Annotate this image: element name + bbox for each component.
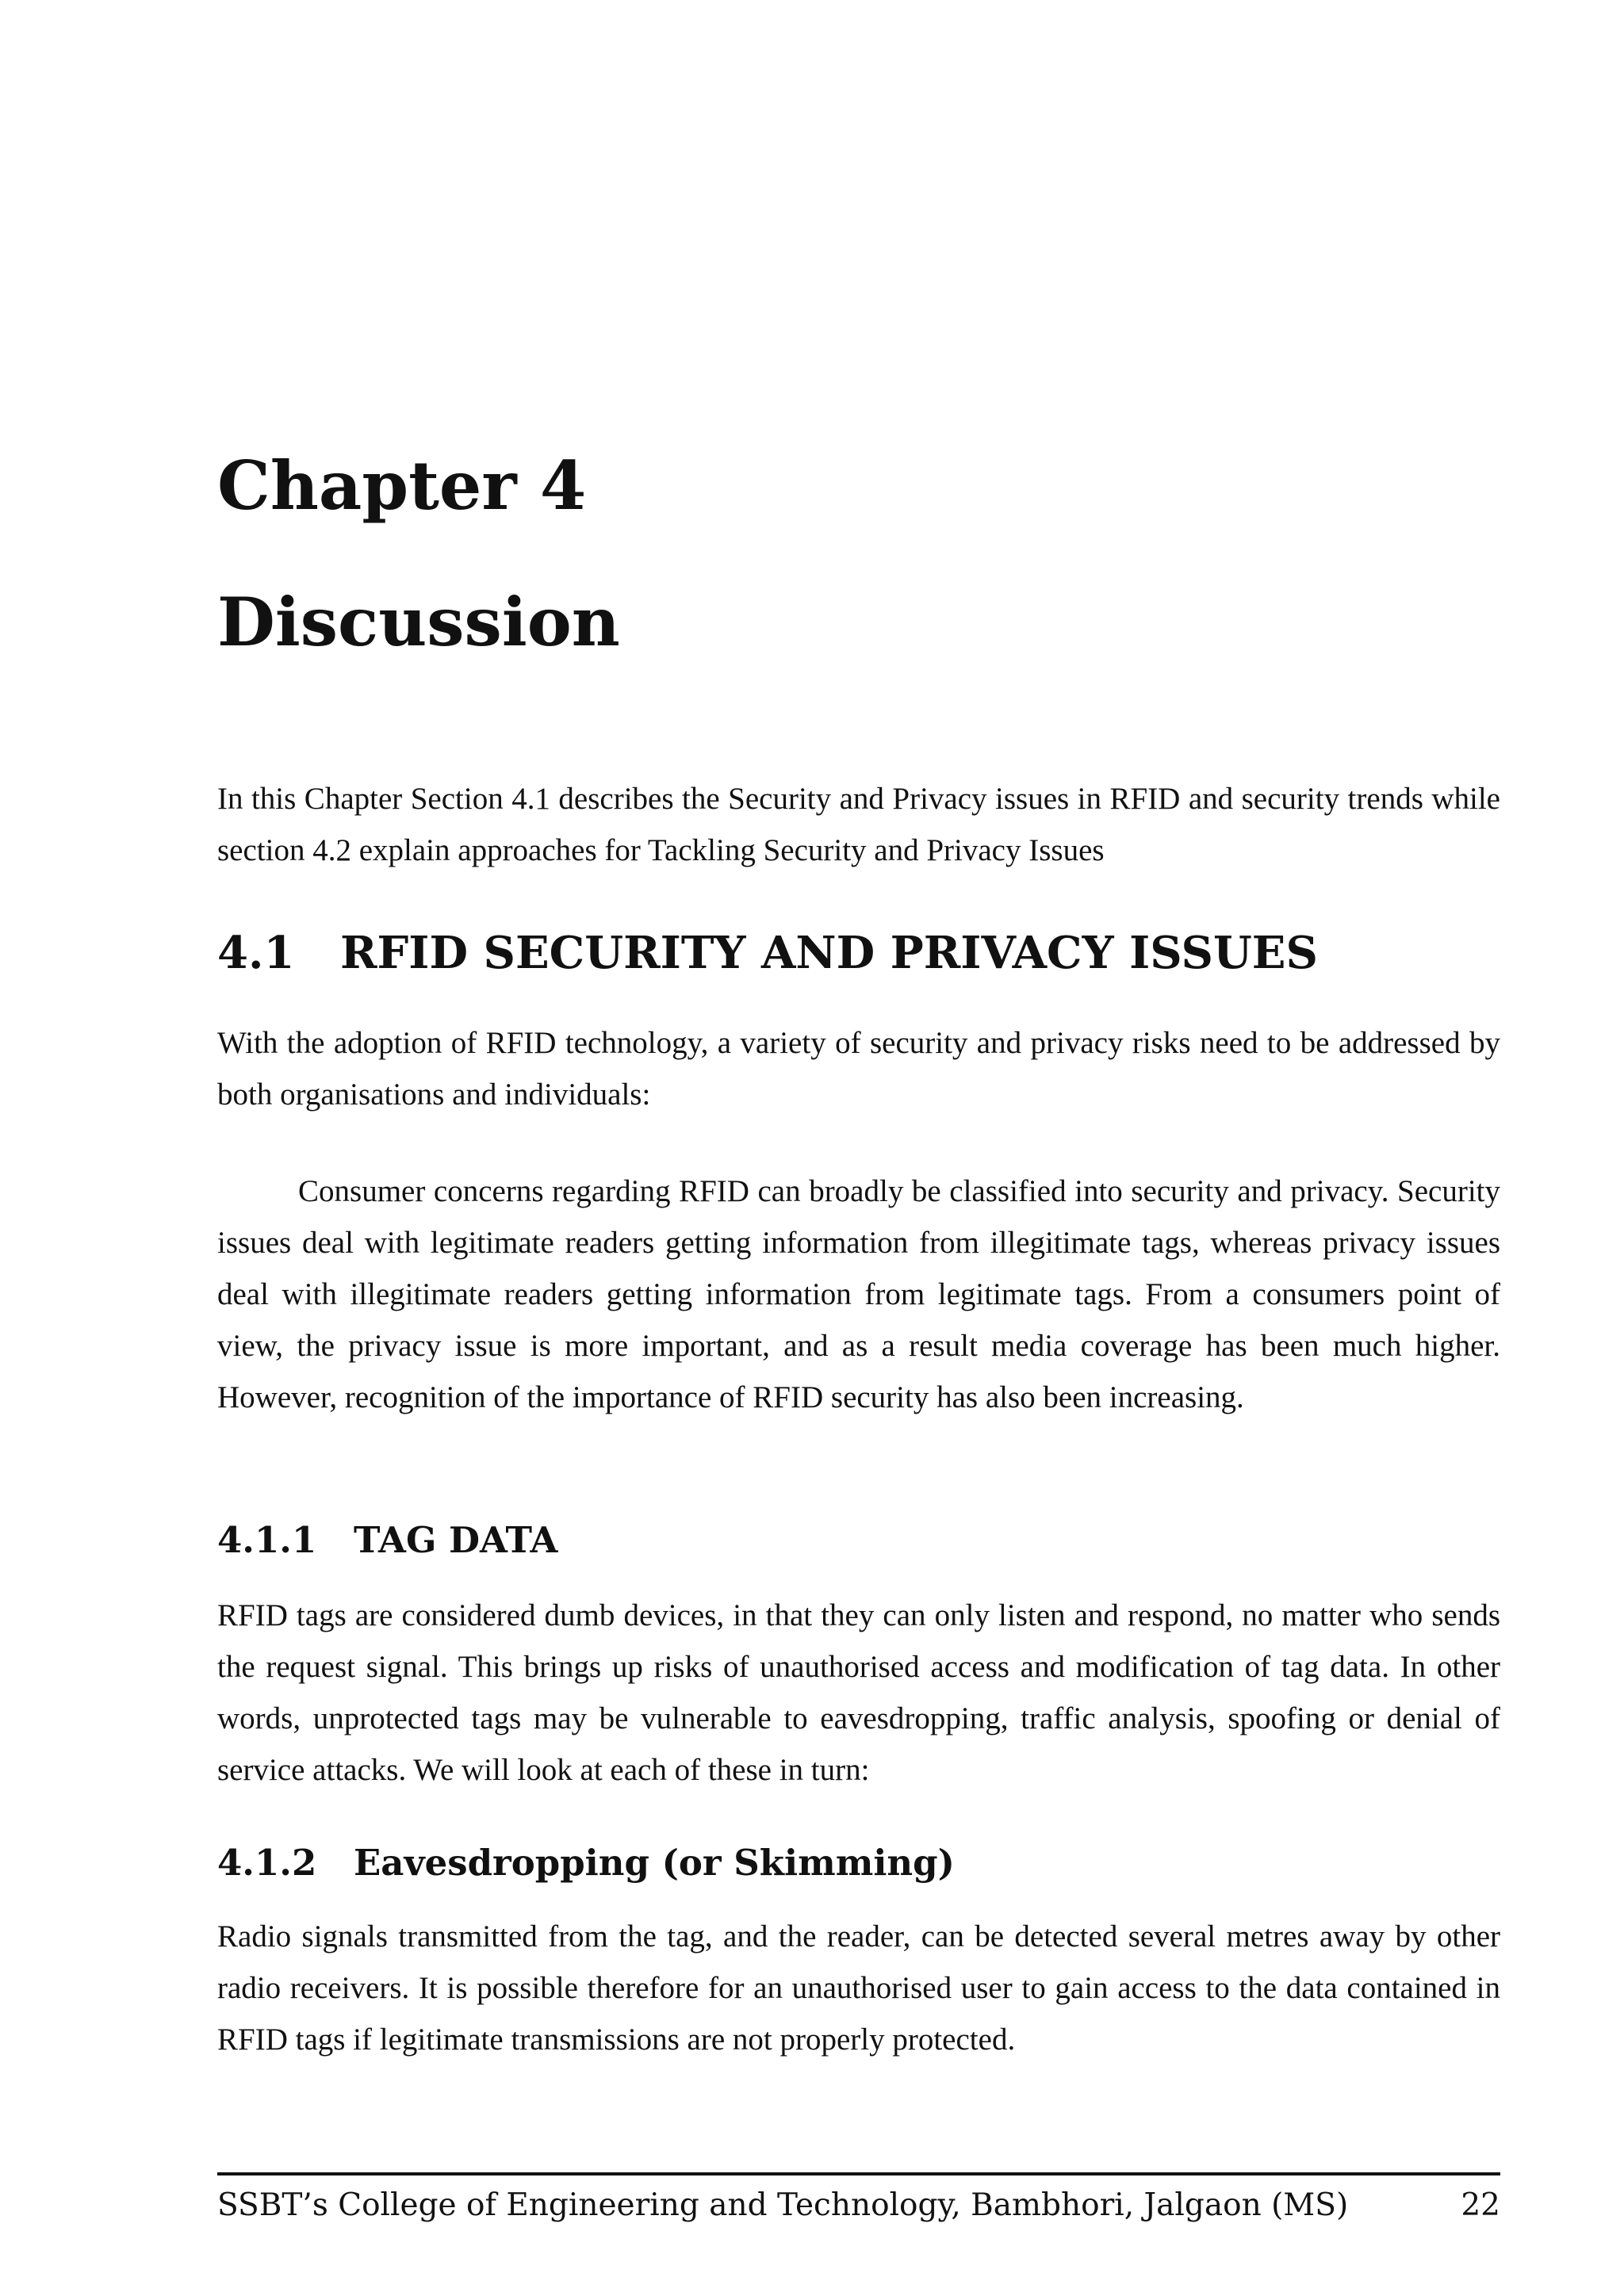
subsection-number: 4.1.1 — [217, 1519, 317, 1561]
section-number: 4.1 — [217, 927, 295, 979]
page-footer — [217, 2182, 1500, 2229]
section-4-1-2-paragraph: Radio signals transmitted from the tag, and the reader, can be detected several metres away by other radio receivers. It is possible therefore for an unauthorised user to gain access to the data contained in RFID tags if legitimate transmissions are not properly protected. — [217, 1919, 1500, 2057]
section-heading-4-1 — [217, 925, 1500, 981]
subsection-title: Eavesdropping (or Skimming) — [354, 1842, 955, 1884]
subsection-heading-4-1-2 — [217, 1839, 1500, 1887]
chapter-label: Chapter 4 — [217, 446, 587, 525]
subsection-title: TAG DATA — [354, 1519, 558, 1561]
page-number: 22 — [1461, 2187, 1500, 2223]
chapter-title: Discussion — [217, 583, 620, 661]
section-4-1-1-paragraph: RFID tags are considered dumb devices, in that they can only listen and respond, no matter who sends the request signal. This brings up risks of unauthorised access and modification of tag data. In other words, unprotected tags may be vulnerable to eavesdropping, traffic analysis, spoofing or denial of service attacks. We will look at each of these in turn: — [217, 1598, 1500, 1787]
footer-institution: SSBT’s College of Engineering and Technology, Bambhori, Jalgaon (MS) — [217, 2187, 1349, 2223]
footer-rule — [217, 2172, 1500, 2175]
intro-paragraph: In this Chapter Section 4.1 describes the Security and Privacy issues in RFID and security trends while section 4.2 explain approaches for Tackling Security and Privacy Issues — [217, 782, 1500, 867]
section-4-1-paragraph-2: Consumer concerns regarding RFID can broadly be classified into security and privacy. Security issues deal with legitimate readers getting information from illegitimate tags, whereas privacy issues deal with illegitimate readers getting information from legitimate tags. From a consumers point of view, the privacy issue is more important, and as a result media coverage has been much higher. However, recognition of the importance of RFID security has also been increasing. — [217, 1174, 1500, 1414]
subsection-number: 4.1.2 — [217, 1842, 317, 1884]
section-4-1-paragraph-1: With the adoption of RFID technology, a variety of security and privacy risks need to be addressed by both organisations and individuals: — [217, 1026, 1500, 1112]
section-title: RFID SECURITY AND PRIVACY ISSUES — [340, 927, 1318, 979]
subsection-heading-4-1-1 — [217, 1517, 1500, 1564]
